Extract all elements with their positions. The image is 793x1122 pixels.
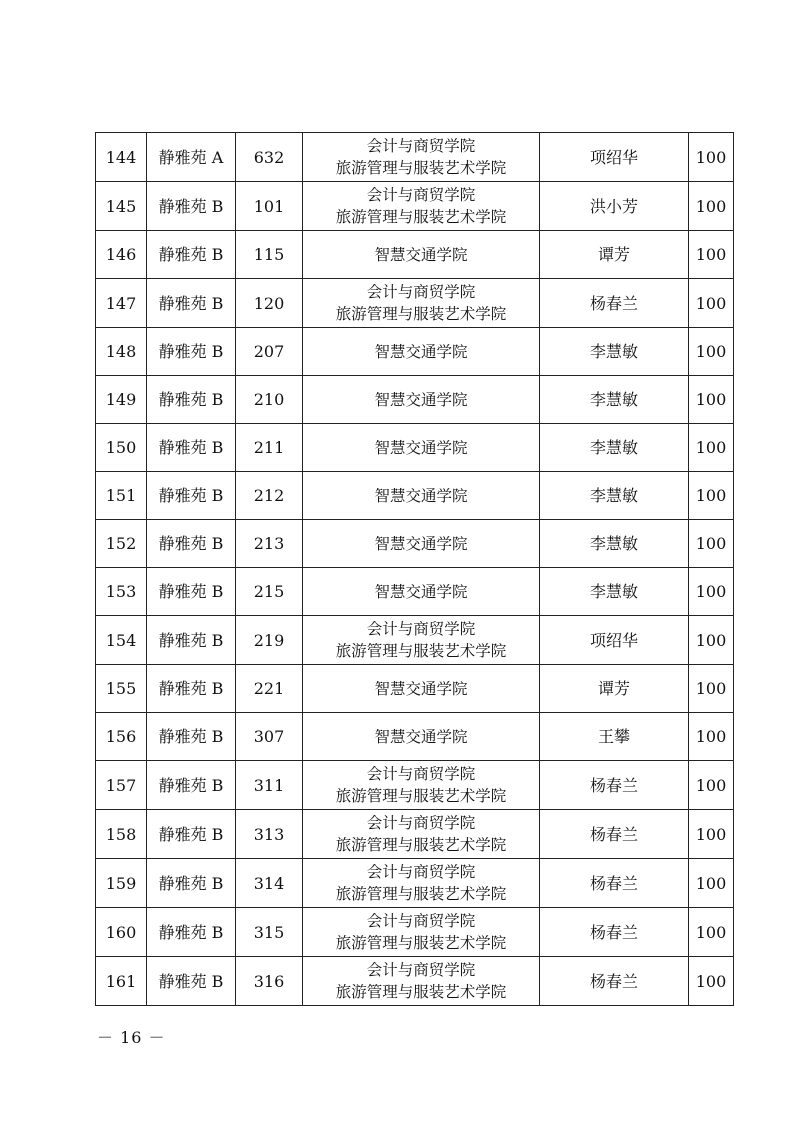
college-name-line: 旅游管理与服装艺术学院 [335, 787, 507, 805]
cell-room: 115 [236, 231, 303, 279]
cell-score: 100 [689, 424, 734, 472]
cell-room: 221 [236, 665, 303, 713]
college-name-line: 会计与商贸学院 [366, 186, 476, 204]
table-row [96, 133, 734, 182]
cell-score: 100 [689, 182, 734, 231]
college-name-line: 智慧交通学院 [374, 390, 468, 409]
cell-number: 157 [96, 761, 147, 810]
cell-room: 207 [236, 328, 303, 376]
cell-college [303, 424, 540, 472]
cell-manager: 杨春兰 [540, 810, 689, 859]
cell-room: 632 [236, 133, 303, 182]
cell-number: 153 [96, 568, 147, 616]
cell-score: 100 [689, 376, 734, 424]
table-row [96, 424, 734, 472]
table-row [96, 761, 734, 810]
cell-building: 静雅苑 B [147, 472, 236, 520]
cell-manager: 杨春兰 [540, 908, 689, 957]
college-name-line: 旅游管理与服装艺术学院 [335, 885, 507, 903]
cell-building: 静雅苑 B [147, 328, 236, 376]
cell-room: 120 [236, 279, 303, 328]
table-row [96, 376, 734, 424]
cell-room: 101 [236, 182, 303, 231]
cell-building: 静雅苑 B [147, 568, 236, 616]
cell-college [303, 133, 540, 182]
table-row [96, 520, 734, 568]
cell-room: 311 [236, 761, 303, 810]
cell-score: 100 [689, 957, 734, 1006]
cell-manager: 李慧敏 [540, 520, 689, 568]
cell-manager: 李慧敏 [540, 376, 689, 424]
cell-college [303, 568, 540, 616]
college-name-line: 智慧交通学院 [374, 534, 468, 553]
cell-manager: 李慧敏 [540, 568, 689, 616]
cell-college [303, 520, 540, 568]
college-name-line: 智慧交通学院 [374, 342, 468, 361]
cell-manager: 项绍华 [540, 616, 689, 665]
table-row [96, 859, 734, 908]
cell-building: 静雅苑 B [147, 376, 236, 424]
cell-manager: 李慧敏 [540, 472, 689, 520]
table-row [96, 665, 734, 713]
cell-manager: 洪小芳 [540, 182, 689, 231]
cell-room: 219 [236, 616, 303, 665]
cell-manager: 杨春兰 [540, 279, 689, 328]
cell-room: 210 [236, 376, 303, 424]
college-name-line: 会计与商贸学院 [366, 765, 476, 783]
cell-manager: 项绍华 [540, 133, 689, 182]
cell-manager: 谭芳 [540, 665, 689, 713]
college-name-line: 旅游管理与服装艺术学院 [335, 642, 507, 660]
cell-room: 212 [236, 472, 303, 520]
cell-score: 100 [689, 908, 734, 957]
table-row [96, 328, 734, 376]
table-row [96, 279, 734, 328]
cell-number: 148 [96, 328, 147, 376]
dormitory-score-table [95, 132, 734, 1006]
cell-building: 静雅苑 B [147, 279, 236, 328]
college-name-line: 会计与商贸学院 [366, 912, 476, 930]
cell-score: 100 [689, 810, 734, 859]
cell-score: 100 [689, 279, 734, 328]
cell-college [303, 279, 540, 328]
cell-score: 100 [689, 328, 734, 376]
cell-score: 100 [689, 568, 734, 616]
cell-building: 静雅苑 B [147, 957, 236, 1006]
table-body [96, 133, 734, 1006]
cell-number: 149 [96, 376, 147, 424]
cell-room: 213 [236, 520, 303, 568]
cell-room: 211 [236, 424, 303, 472]
table-row [96, 472, 734, 520]
table-row [96, 616, 734, 665]
cell-college [303, 328, 540, 376]
cell-room: 215 [236, 568, 303, 616]
cell-room: 315 [236, 908, 303, 957]
college-name-line: 智慧交通学院 [374, 679, 468, 698]
table-row [96, 908, 734, 957]
college-name-line: 会计与商贸学院 [366, 814, 476, 832]
college-name-line: 智慧交通学院 [374, 582, 468, 601]
cell-manager: 王攀 [540, 713, 689, 761]
cell-number: 146 [96, 231, 147, 279]
college-name-line: 智慧交通学院 [374, 727, 468, 746]
cell-manager: 谭芳 [540, 231, 689, 279]
cell-college [303, 376, 540, 424]
cell-score: 100 [689, 231, 734, 279]
cell-score: 100 [689, 616, 734, 665]
cell-college [303, 761, 540, 810]
table-row [96, 713, 734, 761]
cell-college [303, 957, 540, 1006]
cell-number: 145 [96, 182, 147, 231]
college-name-line: 会计与商贸学院 [366, 137, 476, 155]
cell-building: 静雅苑 B [147, 908, 236, 957]
cell-number: 155 [96, 665, 147, 713]
cell-college [303, 231, 540, 279]
cell-building: 静雅苑 B [147, 424, 236, 472]
cell-manager: 杨春兰 [540, 761, 689, 810]
college-name-line: 智慧交通学院 [374, 438, 468, 457]
cell-number: 161 [96, 957, 147, 1006]
cell-building: 静雅苑 B [147, 231, 236, 279]
cell-college [303, 713, 540, 761]
cell-manager: 李慧敏 [540, 424, 689, 472]
cell-building: 静雅苑 B [147, 761, 236, 810]
cell-manager: 杨春兰 [540, 957, 689, 1006]
cell-college [303, 182, 540, 231]
cell-manager: 杨春兰 [540, 859, 689, 908]
cell-score: 100 [689, 761, 734, 810]
cell-building: 静雅苑 B [147, 713, 236, 761]
cell-number: 147 [96, 279, 147, 328]
table-row [96, 810, 734, 859]
table-row [96, 182, 734, 231]
cell-number: 152 [96, 520, 147, 568]
college-name-line: 旅游管理与服装艺术学院 [335, 934, 507, 952]
college-name-line: 会计与商贸学院 [366, 620, 476, 638]
cell-number: 151 [96, 472, 147, 520]
cell-college [303, 616, 540, 665]
cell-building: 静雅苑 B [147, 859, 236, 908]
cell-college [303, 810, 540, 859]
cell-manager: 李慧敏 [540, 328, 689, 376]
cell-room: 314 [236, 859, 303, 908]
dormitory-score-table-wrapper [95, 132, 733, 1006]
page-number: － 16 － [97, 1028, 166, 1047]
cell-number: 156 [96, 713, 147, 761]
table-row [96, 957, 734, 1006]
cell-number: 159 [96, 859, 147, 908]
cell-score: 100 [689, 713, 734, 761]
cell-number: 150 [96, 424, 147, 472]
college-name-line: 旅游管理与服装艺术学院 [335, 836, 507, 854]
cell-building: 静雅苑 B [147, 665, 236, 713]
cell-score: 100 [689, 133, 734, 182]
cell-building: 静雅苑 B [147, 616, 236, 665]
cell-college [303, 859, 540, 908]
cell-room: 316 [236, 957, 303, 1006]
cell-room: 313 [236, 810, 303, 859]
cell-building: 静雅苑 B [147, 182, 236, 231]
table-row [96, 231, 734, 279]
cell-college [303, 908, 540, 957]
cell-score: 100 [689, 665, 734, 713]
college-name-line: 旅游管理与服装艺术学院 [335, 159, 507, 177]
cell-number: 154 [96, 616, 147, 665]
cell-score: 100 [689, 520, 734, 568]
cell-building: 静雅苑 B [147, 520, 236, 568]
cell-room: 307 [236, 713, 303, 761]
cell-building: 静雅苑 A [147, 133, 236, 182]
college-name-line: 旅游管理与服装艺术学院 [335, 208, 507, 226]
cell-building: 静雅苑 B [147, 810, 236, 859]
college-name-line: 智慧交通学院 [374, 245, 468, 264]
cell-score: 100 [689, 472, 734, 520]
cell-score: 100 [689, 859, 734, 908]
cell-number: 144 [96, 133, 147, 182]
table-row [96, 568, 734, 616]
cell-college [303, 665, 540, 713]
college-name-line: 会计与商贸学院 [366, 863, 476, 881]
cell-number: 158 [96, 810, 147, 859]
college-name-line: 旅游管理与服装艺术学院 [335, 305, 507, 323]
college-name-line: 智慧交通学院 [374, 486, 468, 505]
cell-number: 160 [96, 908, 147, 957]
college-name-line: 旅游管理与服装艺术学院 [335, 983, 507, 1001]
cell-college [303, 472, 540, 520]
college-name-line: 会计与商贸学院 [366, 961, 476, 979]
college-name-line: 会计与商贸学院 [366, 283, 476, 301]
